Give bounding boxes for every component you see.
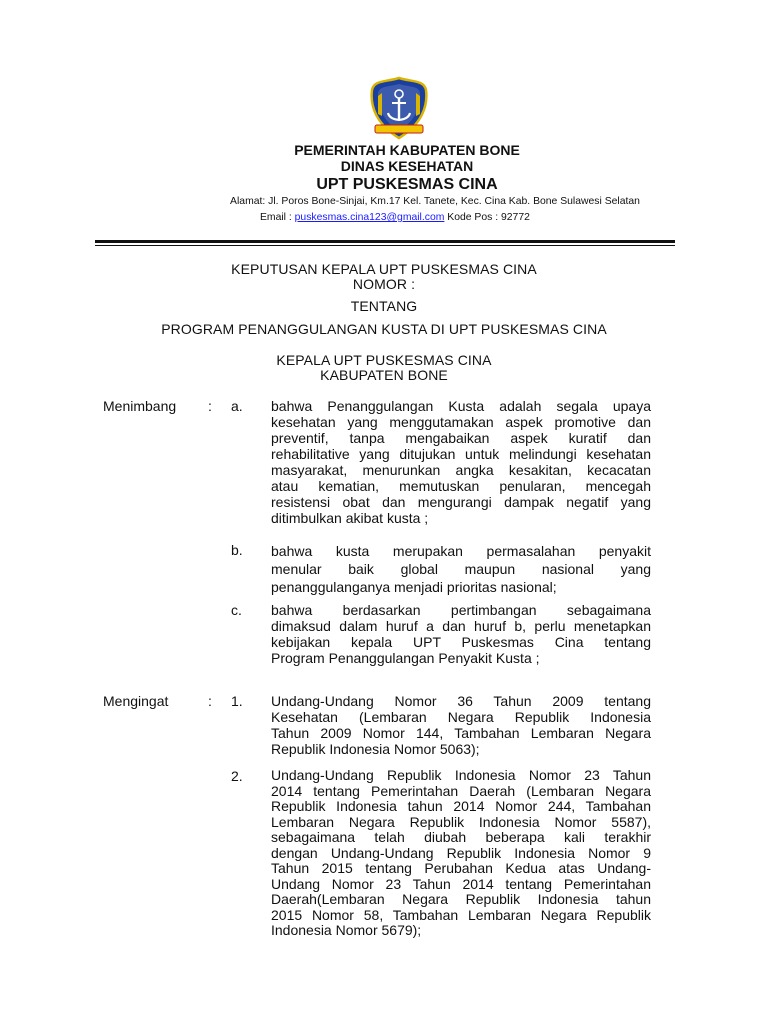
menimbang-item-b-text xyxy=(271,542,651,596)
postal-code: Kode Pos : 92772 xyxy=(444,212,530,223)
decree-about: TENTANG xyxy=(350,298,418,314)
text-line: Program Penanggulangan Penyakit Kusta ; xyxy=(271,650,540,666)
mengingat-item-1-mark: 1. xyxy=(231,693,243,709)
menimbang-item-a-mark: a. xyxy=(231,398,243,414)
decree-subject: PROGRAM PENANGGULANGAN KUSTA DI UPT PUSKESMAS CINA xyxy=(161,321,607,337)
decree-number: NOMOR : xyxy=(352,276,416,292)
menimbang-colon: : xyxy=(208,398,212,414)
text-line: rehabilitative yang ditujukan untuk melindungi kesehatan xyxy=(271,446,651,462)
text-line: menular baik global maupun nasional yang xyxy=(271,561,651,577)
address-line: Alamat: Jl. Poros Bone-Sinjai, Km.17 Kel. Tanete, Kec. Cina Kab. Bone Sulawesi Selatan xyxy=(230,196,640,207)
text-line: Tahun 2015 tentang Perubahan Kedua atas Undang- xyxy=(271,860,651,876)
text-line: Tahun 2009 Nomor 144, Tambahan Lembaran Negara xyxy=(271,725,651,741)
email-label: Email : xyxy=(260,212,295,223)
text-line: resistensi obat dan mengurangi dampak negatif yang xyxy=(271,494,651,510)
text-line: bahwa kusta merupakan permasalahan penyakit xyxy=(271,543,651,559)
text-line: dimaksud dalam huruf a dan huruf b, perlu menetapkan xyxy=(271,618,651,634)
email-link[interactable]: puskesmas.cina123@gmail.com xyxy=(294,212,445,223)
mengingat-item-2-mark: 2. xyxy=(231,768,243,784)
issuer-region: KABUPATEN BONE xyxy=(320,367,448,383)
text-line: penanggulanganya menjadi prioritas nasional; xyxy=(271,579,557,595)
letterhead-divider-thin xyxy=(95,245,675,246)
mengingat-item-1-text xyxy=(271,693,651,757)
text-line: Daerah(Lembaran Negara Republik Indonesia tahun xyxy=(271,891,651,907)
decree-title: KEPUTUSAN KEPALA UPT PUSKESMAS CINA xyxy=(231,261,537,277)
contact-line xyxy=(260,212,660,223)
text-line: 2015 Nomor 58, Tambahan Lembaran Negara Republik xyxy=(271,906,651,923)
menimbang-item-c-text xyxy=(271,602,651,666)
text-line: Kesehatan (Lembaran Negara Republik Indonesia xyxy=(271,709,651,725)
text-line: dengan Undang-Undang Republik Indonesia Nomor 9 xyxy=(271,844,651,861)
text-line: Undang-Undang Republik Indonesia Nomor 23 Tahun xyxy=(271,767,651,783)
unit-name: UPT PUSKESMAS CINA xyxy=(316,176,498,193)
department-name: DINAS KESEHATAN xyxy=(340,158,474,174)
text-line: kesehatan yang menggutamakan aspek promotive dan xyxy=(271,414,651,430)
text-line: preventif, tanpa mengabaikan aspek kuratif dan xyxy=(271,430,651,446)
text-line: ditimbulkan akibat kusta ; xyxy=(271,510,429,526)
letterhead-divider-thick xyxy=(95,240,675,243)
text-line: atau kematian, memutuskan penularan, mencegah xyxy=(271,478,651,494)
text-line: kebijakan kepala UPT Puskesmas Cina tentang xyxy=(271,634,651,650)
text-line: Undang-Undang Nomor 36 Tahun 2009 tentang xyxy=(271,693,651,709)
text-line: masyarakat, menurunkan angka kesakitan, kecacatan xyxy=(271,462,651,478)
text-line: Lembaran Negara Republik Indonesia Nomor 5587), xyxy=(271,813,651,830)
menimbang-item-c-mark: c. xyxy=(231,602,242,618)
text-line: bahwa berdasarkan pertimbangan sebagaimana xyxy=(271,602,651,618)
agency-name: PEMERINTAH KABUPATEN BONE xyxy=(294,142,520,158)
text-line: bahwa Penanggulangan Kusta adalah segala upaya xyxy=(271,398,651,414)
text-line: sebagaimana telah diubah beberapa kali terakhir xyxy=(271,829,651,845)
mengingat-item-2-text xyxy=(271,768,651,939)
mengingat-label: Mengingat xyxy=(103,693,169,709)
menimbang-item-a-text xyxy=(271,398,651,526)
issuer-title: KEPALA UPT PUSKESMAS CINA xyxy=(276,352,492,368)
text-line: 2014 tentang Pemerintahan Daerah (Lembaran Negara xyxy=(271,782,651,799)
text-line: Indonesia Nomor 5679); xyxy=(271,922,422,938)
text-line: Republik Indonesia tahun 2014 Nomor 244, Tambahan xyxy=(271,798,651,814)
bone-regency-crest-icon xyxy=(368,76,430,142)
menimbang-item-b-mark: b. xyxy=(231,542,243,558)
text-line: Republik Indonesia Nomor 5063); xyxy=(271,741,480,757)
menimbang-label: Menimbang xyxy=(103,398,177,414)
mengingat-colon: : xyxy=(208,693,212,709)
text-line: Undang Nomor 23 Tahun 2014 tentang Pemerintahan xyxy=(271,875,651,892)
